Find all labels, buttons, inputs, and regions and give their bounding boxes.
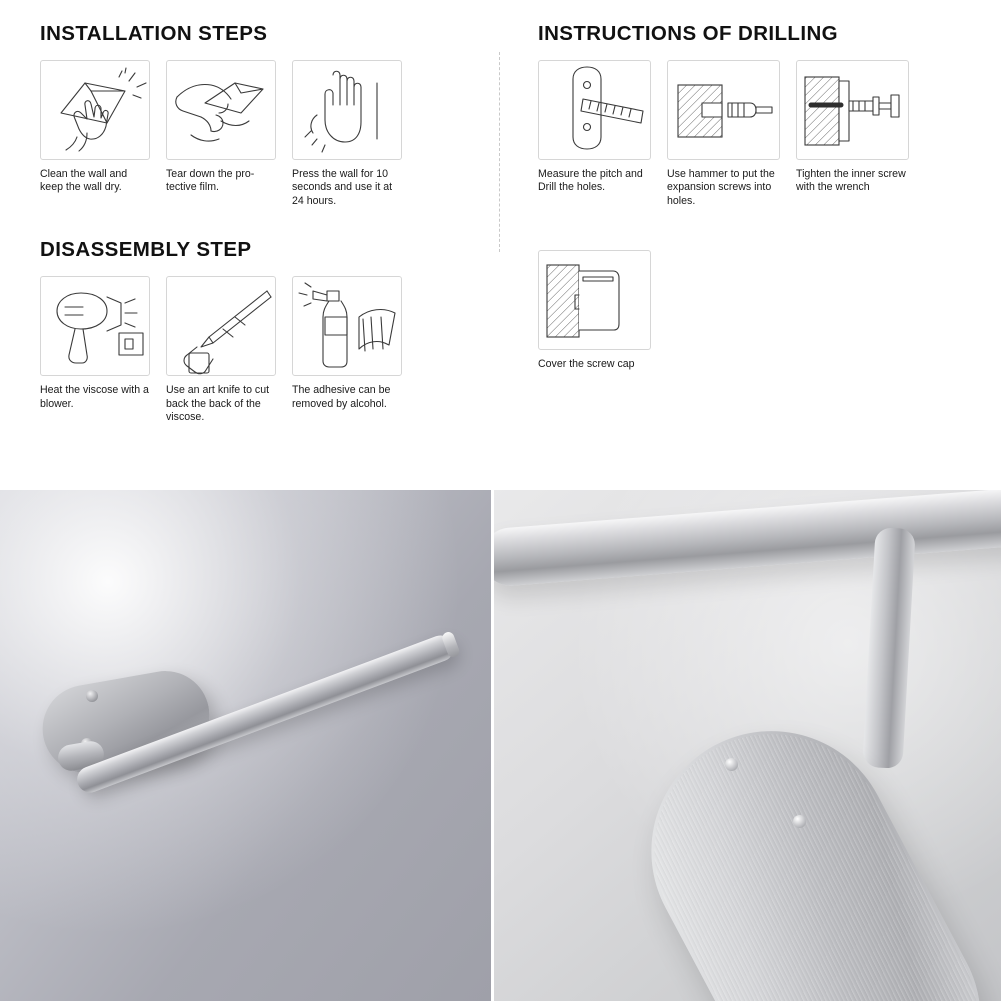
- screwcap-step-1-caption: Cover the screw cap: [538, 358, 635, 371]
- installation-step-1: [40, 60, 150, 208]
- support-post-closeup: [862, 527, 915, 769]
- art-knife-cut-icon: [166, 276, 276, 376]
- drilling-step-2-caption: Use hammer to put the expansion screws into holes.: [667, 168, 775, 207]
- disassembly-step-3-caption: The adhesive can be removed by alcohol.: [292, 384, 391, 410]
- installation-step-2-caption: Tear down the pro-tective film.: [166, 168, 255, 194]
- drilling-step-1-caption: Measure the pitch and Drill the holes.: [538, 168, 643, 194]
- disassembly-step-1: [40, 276, 150, 424]
- towel-bar-mounted-on-wall-photo: [0, 490, 491, 1001]
- installation-steps-row: [40, 60, 495, 208]
- wrench-tighten-screw-icon: [796, 60, 909, 160]
- spray-bottle-alcohol-icon: [292, 276, 402, 376]
- installation-step-3-caption: Press the wall for 10 seconds and use it at 24 hours.: [292, 168, 393, 207]
- screwcap-step-row: [538, 250, 983, 371]
- mount-screw-top: [86, 690, 98, 702]
- right-column: [538, 22, 983, 372]
- drilling-instructions-title: INSTRUCTIONS OF DRILLING: [538, 22, 839, 45]
- base-plate-closeup: [609, 689, 1001, 1001]
- base-plate-screw-top: [725, 758, 738, 771]
- installation-step-2: [166, 60, 276, 208]
- installation-step-3: [292, 60, 402, 208]
- screwcap-step-1: [538, 250, 651, 371]
- column-divider: [499, 52, 501, 252]
- screw-cap-cover-icon: [538, 250, 651, 350]
- disassembly-steps-row: [40, 276, 495, 424]
- towel-bar-end-cap: [441, 630, 461, 659]
- base-plate-screw-bottom: [793, 815, 806, 828]
- instructions-panel: [0, 0, 1001, 490]
- disassembly-step-2: [166, 276, 276, 424]
- towel-bar-base-plate-closeup-photo: [491, 490, 1001, 1001]
- press-wall-hand-icon: [292, 60, 402, 160]
- section-gap: [40, 208, 495, 238]
- towel-bar-closeup: [491, 490, 1001, 588]
- left-column: [40, 22, 495, 424]
- right-column-gap: [538, 208, 983, 250]
- ruler-measure-plate-icon: [538, 60, 651, 160]
- disassembly-step-2-caption: Use an art knife to cut back the back of the viscose.: [166, 384, 270, 424]
- hair-dryer-heat-icon: [40, 276, 150, 376]
- photo-divider: [491, 490, 494, 1001]
- hammer-expansion-screw-icon: [667, 60, 780, 160]
- drilling-step-2: [667, 60, 780, 208]
- drilling-step-3-caption: Tighten the inner screw with the wrench: [796, 168, 906, 194]
- drilling-step-1: [538, 60, 651, 208]
- disassembly-step-title: DISASSEMBLY STEP: [40, 238, 252, 262]
- drilling-step-3: [796, 60, 909, 208]
- installation-step-1-caption: Clean the wall and keep the wall dry.: [40, 168, 128, 194]
- wipe-cloth-wall-icon: [40, 60, 150, 160]
- peel-protective-film-icon: [166, 60, 276, 160]
- installation-steps-title: INSTALLATION STEPS: [40, 22, 268, 45]
- disassembly-step-1-caption: Heat the viscose with a blower.: [40, 384, 149, 410]
- product-photos: [0, 490, 1001, 1001]
- drilling-steps-row: [538, 60, 983, 208]
- disassembly-step-3: [292, 276, 402, 424]
